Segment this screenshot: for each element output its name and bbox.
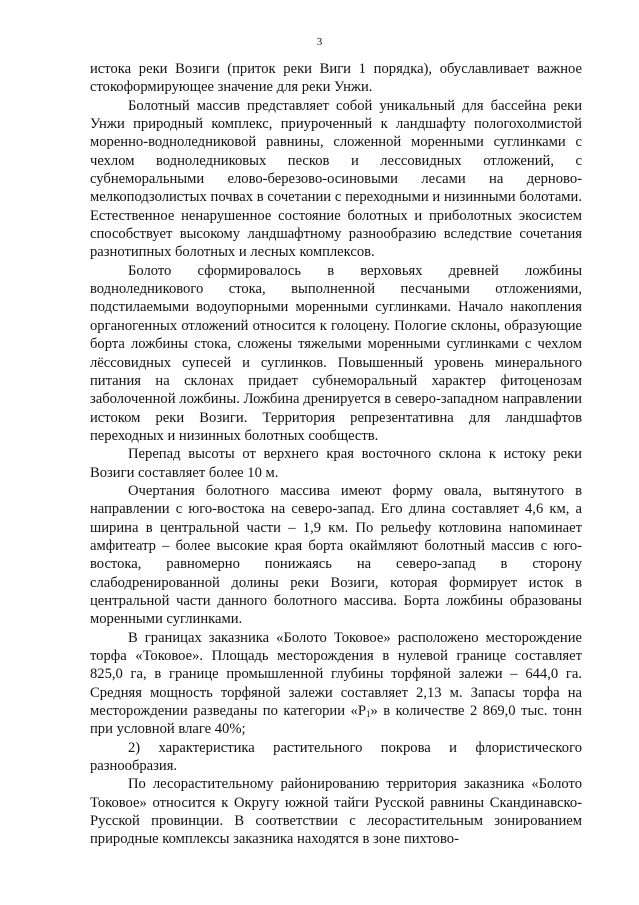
paragraph-continuation: истока реки Возиги (приток реки Виги 1 порядка), обуславливает важное стокоформирующее значение для реки Унжи.: [90, 61, 582, 96]
peat-deposit-text-before: В границах заказника «Болото Токовое» расположено месторождение торфа «Токовое». Площадь месторождения в нулевой границе составляет 825,0 га, в границе промышленной глубины торфяной залежи – 644,0 га. Средняя мощность торфяной залежи составляет 2,13 м. Запасы торфа на месторождении разведаны по категории «Р: [90, 629, 582, 720]
paragraph-peat-deposit: [90, 629, 582, 739]
document-body: [90, 60, 582, 849]
peat-deposit-text-after: » в количестве 2 869,0 тыс. тонн при условной влаге 40%;: [90, 703, 582, 738]
category-subscript: 1: [365, 709, 371, 720]
paragraph-forest-zoning: По лесорастительному районированию территория заказника «Болото Токовое» относится к Округу южной тайги Русской равнины Скандинавско-Русской провинции. В соответствии с лесорастительным зонированием природные комплексы заказника находятся в зоне пихтово-: [90, 776, 582, 848]
paragraph-bog-formation: Болото сформировалось в верховьях древней ложбины водноледникового стока, выполненной песчаными отложениями, подстилаемыми водоупорными моренными суглинками. Начало накопления органогенных отложений относится к голоцену. Пологие склоны, образующие борта ложбины стока, сложены тяжелыми моренными суглинками с чехлом лёссовидных супесей и суглинков. Повышенный уровень минерального питания на склонах придает субнеморальный характер фитоценозам заболоченной ложбины. Ложбина дренируется в северо-западном направлении истоком реки Возиги. Территория репрезентативна для ландшафтов переходных и низинных болотных сообществ.: [90, 262, 582, 444]
paragraph-bog-massif: Болотный массив представляет собой уникальный для бассейна реки Унжи природный комплекс, приуроченный к ландшафту пологохолмистой моренно-водноледниковой равнины, сложенной моренными суглинками с чехлом водноледниковых песков и лессовидных отложений, с субнеморальными елово-березово-осиновыми лесами на дерново-мелкоподзолистых почвах в сочетании с переходными и низинными болотами. Естественное ненарушенное состояние болотных и приболотных экосистем способствует высокому ландшафтному разнообразию вследствие сочетания разнотипных болотных и лесных комплексов.: [90, 97, 582, 261]
paragraph-height-difference: Перепад высоты от верхнего края восточного склона к истоку реки Возиги составляет более 10 м.: [90, 446, 582, 481]
page-number: 3: [316, 36, 323, 48]
paragraph-bog-outline: Очертания болотного массива имеют форму овала, вытянутого в направлении с юго-востока на северо-запад. Его длина составляет 4,6 км, а ширина в центральной части – 1,9 км. По рельефу котловина напоминает амфитеатр – более высокие края борта окаймляют болотный массив с юго-востока, равномерно понижаясь на северо-запад в сторону слабодренированной долины реки Возиги, которая формирует исток в центральной части данного болотного массива. Борта ложбины образованы моренными суглинками.: [90, 482, 582, 628]
paragraph-vegetation-heading: 2) характеристика растительного покрова и флористического разнообразия.: [90, 739, 582, 775]
